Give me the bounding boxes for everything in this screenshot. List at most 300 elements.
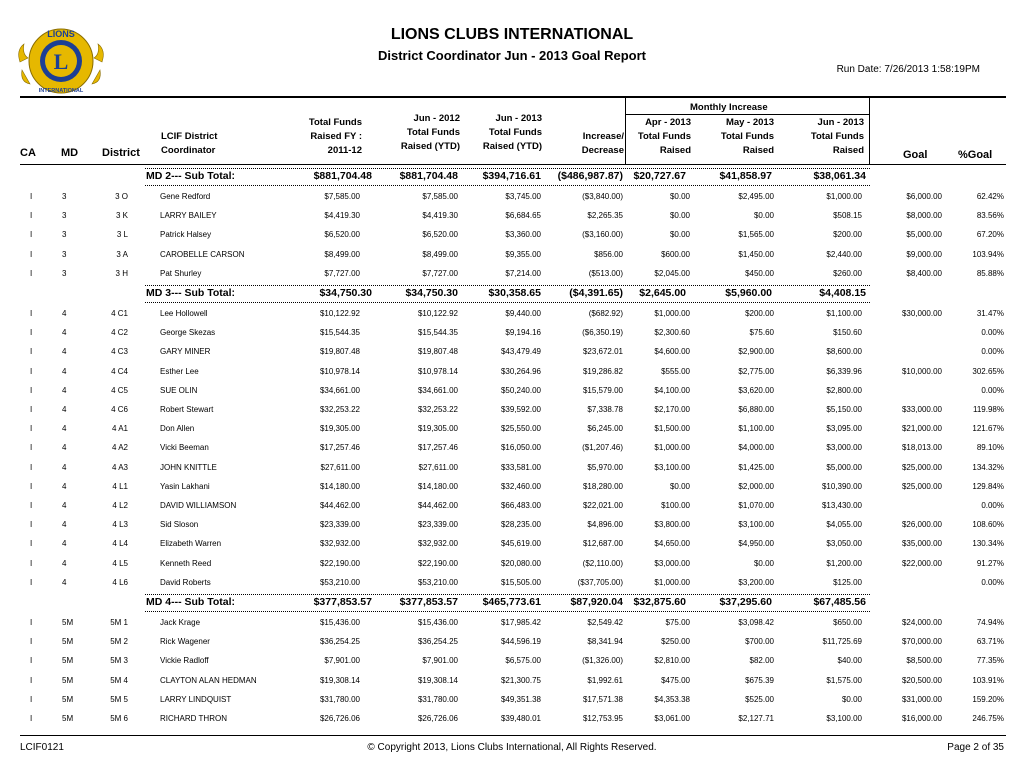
cell-jun: $125.00: [833, 577, 862, 587]
cell-increase-decrease: $2,549.42: [587, 618, 623, 627]
cell-fy: $32,932.00: [319, 539, 360, 549]
cell-apr: $250.00: [661, 637, 690, 647]
cell-coordinator: LARRY LINDQUIST: [160, 694, 232, 704]
cell-jun2012: $6,520.00: [422, 230, 458, 240]
cell-increase-decrease: $19,286.82: [582, 366, 623, 376]
cell-md: 4: [62, 424, 67, 434]
cell-increase-decrease: $5,970.00: [587, 462, 623, 472]
col-goal: Goal: [903, 149, 928, 161]
cell-district: 5M 6: [110, 714, 128, 723]
table-row: [20, 498, 1006, 517]
cell-may: $3,200.00: [738, 577, 774, 587]
cell-pct-goal: 108.60%: [972, 520, 1004, 530]
cell-may: $1,070.00: [738, 501, 774, 510]
cell-jun2012: $4,419.30: [422, 211, 458, 221]
cell-ca: I: [30, 268, 33, 278]
cell-coordinator: George Skezas: [160, 328, 216, 338]
table-row: [20, 517, 1006, 536]
cell-district: 5M 1: [110, 618, 128, 627]
cell-jun: $13,430.00: [821, 501, 862, 510]
cell-pct-goal: 302.65%: [972, 366, 1004, 376]
cell-ca: I: [30, 211, 33, 221]
cell-increase-decrease: $7,338.78: [587, 405, 623, 414]
subtotal-value: $30,358.65: [488, 287, 541, 299]
cell-district: 4 A3: [111, 462, 128, 472]
cell-jun: $8,600.00: [826, 347, 862, 357]
cell-jun2013: $21,300.75: [500, 675, 541, 685]
cell-jun2013: $7,214.00: [505, 268, 541, 278]
cell-ca: I: [30, 714, 33, 723]
cell-coordinator: Lee Hollowell: [160, 309, 208, 318]
table-row: [20, 208, 1006, 227]
cell-coordinator: David Roberts: [160, 577, 211, 587]
cell-apr: $2,045.00: [654, 268, 690, 278]
cell-may: $2,127.71: [738, 714, 774, 723]
cell-ca: I: [30, 637, 33, 647]
cell-ca: I: [30, 366, 33, 376]
cell-goal: $8,000.00: [906, 211, 942, 221]
cell-increase-decrease: $4,896.00: [587, 520, 623, 530]
cell-may: $0.00: [753, 558, 774, 568]
cell-goal: $21,000.00: [901, 424, 942, 434]
cell-ca: I: [30, 501, 33, 510]
cell-jun2013: $9,440.00: [505, 309, 541, 318]
table-row: [20, 421, 1006, 440]
cell-pct-goal: 77.35%: [976, 656, 1004, 666]
cell-pct-goal: 130.34%: [972, 539, 1004, 549]
cell-increase-decrease: $23,672.01: [582, 347, 623, 357]
table-row: [20, 440, 1006, 459]
col-pct-goal: %Goal: [958, 149, 993, 161]
subtotal-dotted-bottom: [145, 185, 870, 186]
subtotal-dotted-bottom: [145, 611, 870, 612]
subtotal-value: ($486,987.87): [557, 170, 623, 182]
cell-fy: $17,257.46: [319, 443, 360, 453]
cell-apr: $4,650.00: [654, 539, 690, 549]
cell-may: $525.00: [745, 694, 774, 704]
table-row: [20, 325, 1006, 344]
cell-coordinator: Elizabeth Warren: [160, 539, 222, 549]
cell-district: 4 L1: [112, 481, 128, 491]
cell-ca: I: [30, 385, 33, 395]
cell-may: $450.00: [745, 268, 774, 278]
cell-district: 5M 2: [110, 637, 128, 647]
cell-md: 5M: [62, 656, 74, 666]
cell-pct-goal: 74.94%: [976, 618, 1004, 627]
cell-md: 4: [62, 577, 67, 587]
cell-md: 4: [62, 366, 67, 376]
table-row: [20, 364, 1006, 383]
cell-jun: $260.00: [833, 268, 862, 278]
cell-jun2012: $10,122.92: [417, 309, 458, 318]
cell-apr: $600.00: [661, 249, 690, 259]
subtotal-label: MD 4--- Sub Total:: [146, 596, 236, 608]
cell-jun: $1,000.00: [826, 192, 862, 201]
cell-pct-goal: 103.91%: [972, 675, 1004, 685]
cell-apr: $75.00: [665, 618, 690, 627]
cell-ca: I: [30, 520, 33, 530]
cell-goal: $9,000.00: [906, 249, 942, 259]
cell-district: 4 L6: [112, 577, 128, 587]
cell-jun2013: $16,050.00: [500, 443, 541, 453]
cell-jun: $10,390.00: [821, 481, 862, 491]
cell-pct-goal: 0.00%: [981, 501, 1004, 510]
cell-jun2013: $39,480.01: [500, 714, 541, 723]
cell-fy: $8,499.00: [324, 249, 360, 259]
subtotal-value: $87,920.04: [570, 596, 623, 608]
cell-jun2012: $53,210.00: [417, 577, 458, 587]
cell-pct-goal: 63.71%: [976, 637, 1004, 647]
cell-jun2013: $44,596.19: [500, 637, 541, 647]
subtotal-value: $37,295.60: [719, 596, 772, 608]
cell-jun2012: $22,190.00: [417, 558, 458, 568]
cell-fy: $26,726.06: [319, 714, 360, 723]
cell-jun2013: $28,235.00: [500, 520, 541, 530]
cell-may: $200.00: [745, 309, 774, 318]
col-jun2013: Jun - 2013 Total Funds Raised (YTD): [482, 113, 542, 152]
report-code: LCIF0121: [20, 742, 64, 753]
cell-ca: I: [30, 481, 33, 491]
cell-coordinator: Rick Wagener: [160, 637, 210, 647]
cell-apr: $0.00: [669, 481, 690, 491]
cell-md: 4: [62, 520, 67, 530]
cell-goal: $26,000.00: [901, 520, 942, 530]
report-subtitle: District Coordinator Jun - 2013 Goal Report: [378, 48, 646, 63]
cell-may: $3,098.42: [738, 618, 774, 627]
cell-may: $4,950.00: [738, 539, 774, 549]
cell-fy: $7,585.00: [324, 192, 360, 201]
cell-md: 3: [62, 230, 67, 240]
cell-goal: $5,000.00: [906, 230, 942, 240]
cell-coordinator: SUE OLIN: [160, 385, 198, 395]
subtotal-value: $881,704.48: [313, 170, 372, 182]
cell-jun: $40.00: [837, 656, 862, 666]
cell-apr: $0.00: [669, 230, 690, 240]
cell-coordinator: Esther Lee: [160, 366, 199, 376]
cell-apr: $3,061.00: [654, 714, 690, 723]
table-row: [20, 615, 1006, 634]
cell-jun2012: $10,978.14: [417, 366, 458, 376]
cell-district: 4 C3: [111, 347, 128, 357]
logo-text-bottom: INTERNATIONAL: [38, 88, 84, 94]
cell-apr: $1,000.00: [654, 577, 690, 587]
cell-goal: $35,000.00: [901, 539, 942, 549]
cell-district: 5M 3: [110, 656, 128, 666]
cell-district: 3 L: [116, 230, 128, 240]
cell-goal: $18,013.00: [901, 443, 942, 453]
cell-ca: I: [30, 249, 33, 259]
cell-may: $75.60: [749, 328, 774, 338]
cell-may: $1,425.00: [738, 462, 774, 472]
cell-coordinator: CLAYTON ALAN HEDMAN: [160, 675, 257, 685]
cell-jun: $650.00: [833, 618, 862, 627]
cell-increase-decrease: $856.00: [594, 249, 623, 259]
cell-jun2012: $15,544.35: [417, 328, 458, 338]
table-row: [20, 653, 1006, 672]
table-row: [20, 266, 1006, 285]
col-apr2013: Apr - 2013 Total Funds Raised: [637, 117, 691, 156]
col-may2013: May - 2013 Total Funds Raised: [720, 117, 774, 156]
cell-jun2012: $31,780.00: [417, 694, 458, 704]
cell-coordinator: RICHARD THRON: [160, 714, 227, 723]
cell-district: 5M 4: [110, 675, 128, 685]
cell-md: 4: [62, 309, 67, 318]
subtotal-value: $465,773.61: [482, 596, 541, 608]
cell-pct-goal: 119.98%: [973, 405, 1004, 414]
cell-coordinator: Pat Shurley: [160, 268, 202, 278]
subtotal-label: MD 2--- Sub Total:: [146, 170, 236, 182]
cell-jun: $3,095.00: [826, 424, 862, 434]
cell-apr: $1,500.00: [654, 424, 690, 434]
subtotal-label: MD 3--- Sub Total:: [146, 287, 236, 299]
cell-increase-decrease: ($513.00): [588, 268, 623, 278]
cell-jun2013: $50,240.00: [500, 385, 541, 395]
cell-jun: $2,800.00: [826, 385, 862, 395]
table-row: [20, 344, 1006, 363]
cell-coordinator: Jack Krage: [160, 618, 201, 627]
cell-fy: $15,544.35: [319, 328, 360, 338]
cell-increase-decrease: $17,571.38: [582, 694, 623, 704]
cell-apr: $3,100.00: [654, 462, 690, 472]
cell-may: $675.39: [745, 675, 774, 685]
cell-ca: I: [30, 462, 33, 472]
cell-may: $4,000.00: [738, 443, 774, 453]
cell-goal: $70,000.00: [901, 637, 942, 647]
cell-fy: $10,122.92: [319, 309, 360, 318]
cell-jun2013: $43,479.49: [500, 347, 541, 357]
subtotal-value: $20,727.67: [633, 170, 686, 182]
cell-md: 4: [62, 501, 67, 510]
cell-fy: $7,901.00: [324, 656, 360, 666]
cell-fy: $19,305.00: [319, 424, 360, 434]
cell-jun2013: $39,592.00: [500, 405, 541, 414]
subtotal-dotted-bottom: [145, 302, 870, 303]
col-md: MD: [61, 147, 79, 159]
cell-may: $2,495.00: [738, 192, 774, 201]
cell-ca: I: [30, 618, 33, 627]
cell-district: 5M 5: [110, 694, 128, 704]
cell-goal: $25,000.00: [901, 462, 942, 472]
cell-pct-goal: 0.00%: [981, 328, 1004, 338]
cell-apr: $1,000.00: [654, 443, 690, 453]
cell-jun2013: $17,985.42: [500, 618, 541, 627]
footer-rule: [20, 735, 1006, 736]
cell-apr: $475.00: [661, 675, 690, 685]
cell-jun2013: $6,575.00: [505, 656, 541, 666]
cell-goal: $33,000.00: [901, 405, 942, 414]
cell-fy: $19,807.48: [319, 347, 360, 357]
cell-goal: $25,000.00: [901, 481, 942, 491]
cell-increase-decrease: ($3,840.00): [582, 192, 623, 201]
col-ca: CA: [20, 147, 36, 159]
cell-increase-decrease: ($1,326.00): [582, 656, 623, 666]
table-row: [20, 460, 1006, 479]
cell-goal: $16,000.00: [901, 714, 942, 723]
cell-ca: I: [30, 328, 33, 338]
subtotal-value: $4,408.15: [819, 287, 866, 299]
cell-md: 4: [62, 328, 67, 338]
cell-md: 4: [62, 347, 67, 357]
cell-increase-decrease: $12,687.00: [582, 539, 623, 549]
cell-jun2013: $30,264.96: [500, 366, 541, 376]
cell-goal: $8,400.00: [906, 268, 942, 278]
cell-increase-decrease: $8,341.94: [587, 637, 623, 647]
table-row: [20, 575, 1006, 594]
cell-jun2013: $15,505.00: [500, 577, 541, 587]
subtotal-value: $34,750.30: [405, 287, 458, 299]
cell-jun: $508.15: [833, 211, 862, 221]
cell-pct-goal: 0.00%: [981, 347, 1004, 357]
subtotal-dotted-top: [145, 285, 870, 286]
cell-md: 3: [62, 192, 67, 201]
cell-md: 5M: [62, 637, 74, 647]
table-row: [20, 383, 1006, 402]
cell-jun2012: $8,499.00: [422, 249, 458, 259]
cell-may: $2,900.00: [738, 347, 774, 357]
cell-jun2013: $3,745.00: [505, 192, 541, 201]
cell-jun2012: $32,932.00: [417, 539, 458, 549]
cell-apr: $4,100.00: [654, 385, 690, 395]
table-row: [20, 227, 1006, 246]
page-number: Page 2 of 35: [947, 742, 1004, 753]
subtotal-value: $32,875.60: [633, 596, 686, 608]
subtotal-value: $38,061.34: [813, 170, 866, 182]
subtotal-value: $394,716.61: [482, 170, 541, 182]
cell-jun: $2,440.00: [826, 249, 862, 259]
subtotal-value: $41,858.97: [719, 170, 772, 182]
cell-increase-decrease: ($6,350.19): [582, 328, 623, 338]
cell-ca: I: [30, 694, 33, 704]
cell-jun2013: $32,460.00: [500, 481, 541, 491]
subtotal-dotted-top: [145, 168, 870, 169]
cell-goal: $10,000.00: [901, 366, 942, 376]
cell-district: 4 C6: [111, 405, 128, 414]
cell-jun2013: $9,194.16: [505, 328, 541, 338]
cell-may: $1,565.00: [738, 230, 774, 240]
logo-letter: L: [53, 49, 69, 74]
cell-fy: $23,339.00: [319, 520, 360, 530]
cell-district: 3 H: [115, 268, 128, 278]
cell-pct-goal: 129.84%: [972, 481, 1004, 491]
cell-apr: $0.00: [669, 211, 690, 221]
monthly-left-divider: [625, 98, 626, 164]
cell-fy: $19,308.14: [319, 675, 360, 685]
cell-pct-goal: 91.27%: [976, 558, 1004, 568]
table-row: [20, 556, 1006, 575]
cell-md: 4: [62, 462, 67, 472]
cell-md: 5M: [62, 714, 74, 723]
cell-increase-decrease: $1,992.61: [587, 675, 623, 685]
cell-pct-goal: 103.94%: [972, 249, 1004, 259]
cell-increase-decrease: ($2,110.00): [582, 558, 623, 568]
cell-may: $2,775.00: [738, 366, 774, 376]
cell-goal: $6,000.00: [906, 192, 942, 201]
cell-md: 4: [62, 539, 67, 549]
cell-may: $0.00: [753, 211, 774, 221]
cell-fy: $31,780.00: [319, 694, 360, 704]
cell-jun: $0.00: [841, 694, 862, 704]
col-district: District: [102, 147, 140, 159]
cell-jun2012: $7,901.00: [422, 656, 458, 666]
cell-jun: $200.00: [833, 230, 862, 240]
subtotal-value: $5,960.00: [725, 287, 772, 299]
cell-jun2013: $45,619.00: [500, 539, 541, 549]
cell-coordinator: Patrick Halsey: [160, 230, 212, 240]
table-row: [20, 402, 1006, 421]
cell-fy: $10,978.14: [319, 366, 360, 376]
logo-text-top: LIONS: [47, 29, 75, 39]
cell-jun2012: $27,611.00: [418, 462, 458, 472]
cell-fy: $36,254.25: [319, 637, 360, 647]
cell-district: 4 L5: [112, 558, 128, 568]
cell-jun: $1,575.00: [826, 675, 862, 685]
cell-apr: $3,000.00: [654, 558, 690, 568]
subtotal-value: ($4,391.65): [569, 287, 623, 299]
cell-coordinator: Vickie Radloff: [160, 656, 209, 666]
cell-district: 4 C1: [111, 309, 128, 318]
cell-md: 4: [62, 558, 67, 568]
cell-district: 4 L2: [112, 501, 128, 510]
cell-jun2012: $19,305.00: [417, 424, 458, 434]
cell-increase-decrease: $22,021.00: [582, 501, 623, 510]
cell-coordinator: Yasin Lakhani: [160, 481, 210, 491]
cell-ca: I: [30, 424, 33, 434]
cell-goal: $8,500.00: [906, 656, 942, 666]
cell-jun2012: $36,254.25: [417, 637, 458, 647]
col-coordinator: LCIF District Coordinator: [161, 131, 218, 156]
cell-coordinator: Sid Sloson: [160, 520, 199, 530]
cell-fy: $34,661.00: [319, 385, 360, 395]
cell-apr: $4,353.38: [654, 694, 690, 704]
cell-fy: $4,419.30: [324, 211, 360, 221]
cell-fy: $7,727.00: [324, 268, 360, 278]
cell-jun2012: $7,585.00: [422, 192, 458, 201]
col-total-fy: Total Funds Raised FY : 2011-12: [308, 117, 362, 156]
header-bottom-rule: [20, 164, 1006, 165]
cell-md: 3: [62, 211, 67, 221]
cell-fy: $15,436.00: [319, 618, 360, 627]
cell-may: $3,100.00: [738, 520, 774, 530]
cell-coordinator: Robert Stewart: [160, 405, 214, 414]
col-jun2013-raised: Jun - 2013 Total Funds Raised: [810, 117, 864, 156]
report-title: LIONS CLUBS INTERNATIONAL: [390, 26, 634, 43]
cell-jun2012: $26,726.06: [417, 714, 458, 723]
cell-pct-goal: 0.00%: [981, 385, 1004, 395]
run-date: Run Date: 7/26/2013 1:58:19PM: [836, 64, 980, 75]
cell-jun: $5,000.00: [826, 462, 862, 472]
table-row: [20, 247, 1006, 266]
cell-pct-goal: 62.42%: [976, 192, 1004, 201]
cell-ca: I: [30, 577, 33, 587]
cell-district: 3 K: [115, 211, 128, 221]
cell-md: 3: [62, 268, 67, 278]
cell-increase-decrease: $2,265.35: [587, 211, 623, 221]
cell-jun2012: $7,727.00: [422, 268, 458, 278]
cell-pct-goal: 67.20%: [976, 230, 1004, 240]
subtotal-value: $881,704.48: [399, 170, 458, 182]
table-row: [20, 692, 1006, 711]
cell-pct-goal: 121.67%: [972, 424, 1004, 434]
cell-may: $1,450.00: [738, 249, 774, 259]
cell-pct-goal: 31.47%: [976, 309, 1004, 318]
cell-fy: $53,210.00: [319, 577, 360, 587]
cell-ca: I: [30, 675, 33, 685]
cell-pct-goal: 134.32%: [972, 462, 1004, 472]
cell-jun2012: $19,308.14: [417, 675, 458, 685]
cell-coordinator: Kenneth Reed: [160, 558, 212, 568]
cell-coordinator: CAROBELLE CARSON: [160, 249, 245, 259]
cell-ca: I: [30, 192, 33, 201]
